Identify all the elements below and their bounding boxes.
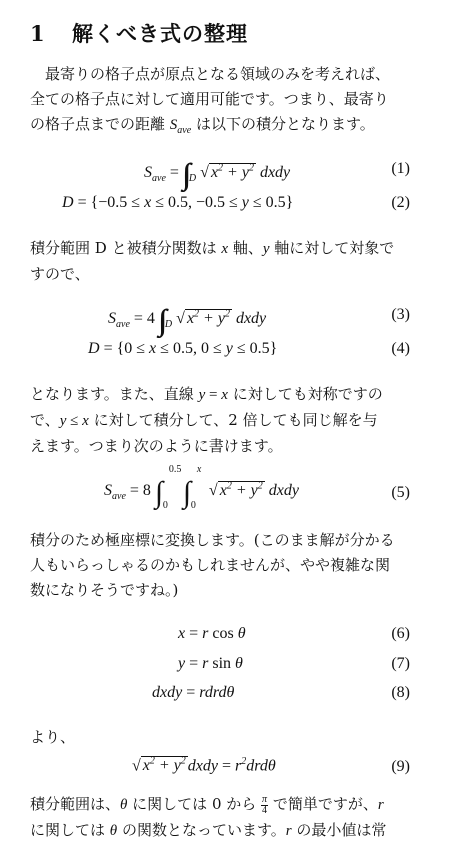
equation-8: dxdy = rdrdθ — [152, 684, 235, 701]
text-line — [30, 408, 426, 434]
equation-9: √ $x^2 + y^2$ dxdy = $r^2drd\theta$ — [132, 756, 276, 775]
equation-1: $S_{ave} = _D$ √ $x^2 + y^2$ dxdy — [144, 162, 291, 185]
equation-number-5: (5) — [391, 484, 410, 501]
equation-7: y = r sin θ — [178, 655, 243, 672]
text-line — [30, 818, 426, 844]
equation-2: D = {−0.5 ≤ x ≤ 0.5, −0.5 ≤ y ≤ 0.5} — [62, 194, 294, 211]
text-line — [30, 382, 426, 408]
math-x: x — [221, 241, 229, 257]
text-line: 最寄りの格子点が原点となる領域のみを考えれば、 — [45, 65, 391, 83]
text-span: に対して積分して、2 倍しても同じ解を与 — [93, 411, 378, 429]
equation-number-2: (2) — [391, 194, 410, 211]
integral-inner: ∫ x 0 — [182, 464, 202, 511]
section-heading — [30, 18, 248, 48]
text-span: 軸、 — [232, 239, 263, 257]
text-span: に関しては 0 から — [132, 795, 257, 813]
paragraph-5 — [30, 725, 426, 750]
equation-5: $S_{ave} = 8$ ∫ 0.5 0 ∫ x 0 √ $x^2 + y^2$ dxdy — [104, 464, 299, 511]
integral-outer: ∫ 0.5 0 — [154, 464, 182, 511]
math-s-ave: $S_{ave}$ — [169, 117, 192, 136]
paragraph-6 — [30, 792, 426, 844]
text-span: の関数となっています。 — [121, 821, 286, 839]
paragraph-4 — [30, 528, 426, 603]
equation-4: D = {0 ≤ x ≤ 0.5, 0 ≤ y ≤ 0.5} — [88, 340, 278, 357]
text-span: に関しては — [30, 821, 106, 839]
text-span: に対しても対称ですの — [232, 385, 383, 403]
text-line: えます。つまり次のように書けます。 — [30, 437, 283, 455]
equation-number-8: (8) — [391, 684, 410, 701]
text-span: 積分範囲は、 — [30, 795, 121, 813]
equation-number-4: (4) — [391, 340, 410, 357]
text-line: 数になりそうですね。) — [30, 581, 179, 599]
paragraph-2 — [30, 236, 426, 287]
math-r: r — [377, 797, 384, 813]
paragraph-1 — [30, 62, 426, 143]
equation-number-9: (9) — [391, 758, 410, 775]
text-line — [30, 112, 426, 143]
equation-6: x = r cos θ — [178, 625, 246, 642]
equation-number-6: (6) — [391, 625, 410, 642]
fraction-pi-over-4: $\frac{\pi}{4}$ — [262, 793, 268, 816]
math-r: r — [285, 823, 292, 839]
text-line — [30, 236, 426, 262]
math-theta: θ — [120, 797, 128, 813]
text-line: すので、 — [30, 265, 90, 283]
section-number: 1 — [30, 21, 46, 46]
text-line: より、 — [30, 728, 76, 746]
text-span: の最小値は常 — [296, 821, 387, 839]
equation-number-7: (7) — [391, 655, 410, 672]
text-span: で簡単ですが、 — [272, 795, 378, 813]
text-span: となります。また、直線 — [30, 385, 194, 403]
math-y-eq-x: y = x — [198, 387, 228, 403]
section-title: 解くべき式の整理 — [72, 21, 248, 46]
paragraph-3 — [30, 382, 426, 459]
text-line: 積分のため極座標に変換します。(このまま解が分かる — [30, 531, 395, 549]
math-y-le-x: y ≤ x — [59, 413, 89, 429]
text-span: 軸に対して対象で — [274, 239, 395, 257]
text-span: の格子点までの距離 — [30, 115, 166, 133]
equation-number-1: (1) — [391, 160, 410, 177]
text-line: 人もいらっしゃるのかもしれませんが、やや複雑な関 — [30, 556, 391, 574]
text-line — [30, 792, 426, 818]
text-span: 積分範囲 D と被積分関数は — [30, 239, 217, 257]
text-line: 全ての格子点に対して適用可能です。つまり、最寄り — [30, 90, 389, 108]
math-theta: θ — [109, 823, 118, 839]
equation-number-3: (3) — [391, 306, 410, 323]
math-y: y — [262, 241, 270, 257]
text-span: で、 — [30, 411, 60, 429]
equation-3: $S_{ave} = 4$ $_D$ √ $x^2 + y^2$ dxdy — [108, 308, 267, 331]
text-span: は以下の積分となります。 — [195, 115, 375, 133]
